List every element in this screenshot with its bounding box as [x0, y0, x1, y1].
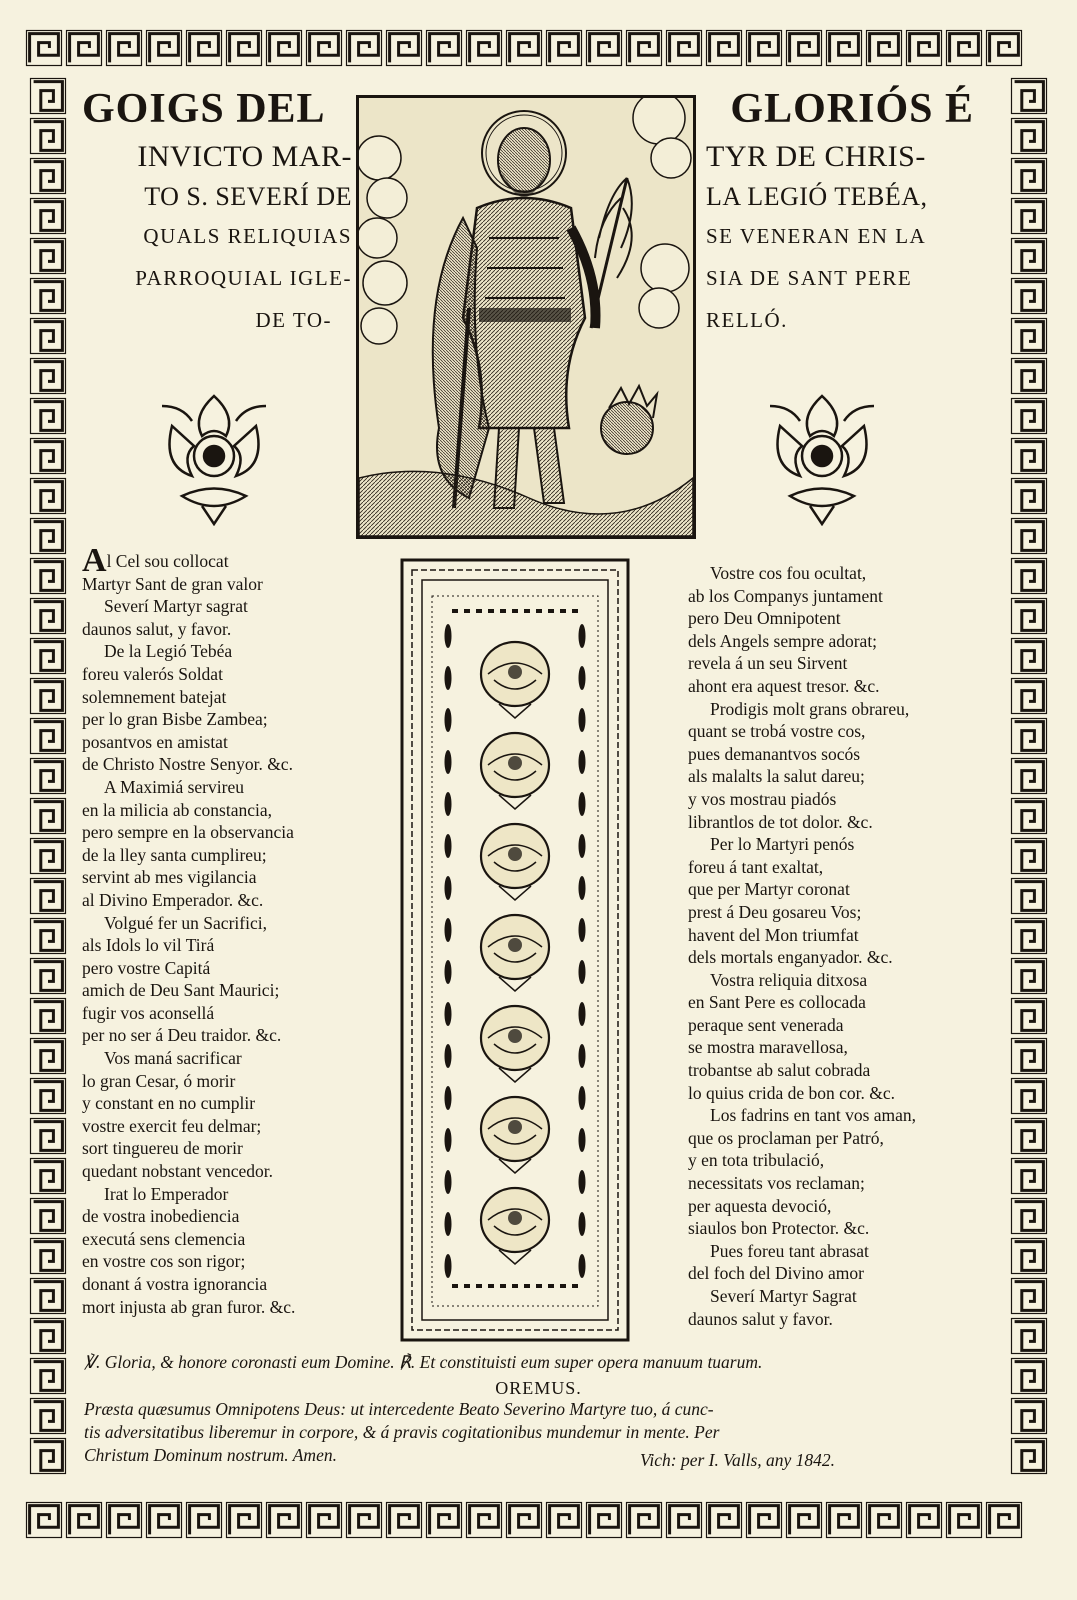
verse-line: pero vostre Capitá [82, 957, 211, 978]
verse-line: De la Legió Tebéa [104, 641, 233, 662]
verse-line: pues demanantvos socós [688, 743, 861, 764]
prayer-line: Christum Dominum nostrum. Amen. [84, 1445, 337, 1465]
prayer-line: Præsta quæsumus Omnipotens Deus: ut intercedente Beato Severino Martyre tuo, á cunc- [84, 1399, 714, 1419]
title-line: DE TO- [255, 308, 332, 332]
verse-line: per no ser á Deu traidor. &c. [82, 1025, 282, 1046]
verse-line: Los fadrins en tant vos aman, [710, 1105, 917, 1126]
border-bottom [22, 1494, 1055, 1546]
verse-line: A Maximiá servireu [104, 776, 244, 797]
verse-line: fugir vos aconsellá [82, 1002, 215, 1023]
verse-line: que per Martyr coronat [688, 879, 850, 900]
verse-line: necessitats vos reclaman; [688, 1173, 865, 1194]
drop-cap: A [82, 542, 107, 579]
verse-line: revela á un seu Sirvent [688, 653, 848, 674]
versicle: ℣. Gloria, & honore coronasti eum Domine. ℟. Et constituisti eum super opera manuum tuarum. [84, 1352, 763, 1372]
prayer-line: tis adversitatibus liberemur in corpore, & á pravis cogitationibus mundemur in mente. Per [84, 1422, 720, 1442]
verse-line: Severí Martyr Sagrat [710, 1286, 857, 1306]
verse-line: trobantse ab salut cobrada [688, 1060, 871, 1081]
verse-line: Pues foreu tant abrasat [710, 1240, 869, 1261]
verse-line: executá sens clemencia [82, 1228, 246, 1249]
verse-line: foreu á tant exaltat, [688, 856, 824, 877]
verse-line: quedant nobstant vencedor. [82, 1161, 273, 1182]
greek-key-border-icon [1003, 74, 1055, 1494]
verse-line: de vostra inobediencia [82, 1206, 240, 1227]
verse-line: en Sant Pere es collocada [688, 992, 866, 1013]
verse-line: quant se trobá vostre cos, [688, 721, 866, 742]
verse-line: Vostra reliquia ditxosa [710, 969, 868, 990]
verse-line: per aquesta devoció, [688, 1195, 832, 1216]
verse-line: lo gran Cesar, ó morir [82, 1070, 236, 1091]
border-top [22, 22, 1055, 74]
title-line: PARROQUIAL IGLE- [135, 266, 352, 290]
title-line: LA LEGIÓ TEBÉA, [706, 182, 928, 211]
verse-line: del foch del Divino amor [688, 1263, 864, 1284]
verse-line: amich de Deu Sant Maurici; [82, 980, 280, 1001]
title-line: INVICTO MAR- [137, 140, 352, 173]
verse-line: de Christo Nostre Senyor. &c. [82, 754, 293, 775]
verse-line: y en tota tribulació, [688, 1150, 825, 1171]
verse-line: Vostre cos fou ocultat, [710, 563, 867, 583]
border-left [22, 74, 74, 1494]
verse-line: solemnement batejat [82, 686, 227, 707]
verse-line: librantlos de tot dolor. &c. [688, 811, 873, 832]
title-line: RELLÓ. [706, 308, 788, 332]
verses-left-column [82, 542, 402, 1318]
verse-line: pero Deu Omnipotent [688, 608, 841, 629]
verse-line: en la milicia ab constancia, [82, 799, 272, 820]
verse-line: Al Cel sou collocat [82, 542, 229, 579]
verse-line: de la lley santa cumplireu; [82, 844, 267, 865]
verse-line: pero sempre en la observancia [82, 822, 294, 843]
verse-line: en vostre cos son rigor; [82, 1251, 246, 1272]
prayer-text [84, 1398, 984, 1467]
verse-line: peraque sent venerada [688, 1014, 844, 1035]
verse-line: Irat lo Emperador [104, 1183, 229, 1204]
title-line: GLORIÓS É [730, 86, 974, 132]
verse-line: Severí Martyr sagrat [104, 596, 248, 617]
verse-line: daunos salut, y favor. [82, 618, 232, 639]
verse-line: y constant en no cumplir [82, 1093, 256, 1114]
floral-ornament-icon [760, 386, 884, 526]
title-line: QUALS RELIQUIAS [143, 224, 352, 248]
verse-line: Vos maná sacrificar [104, 1048, 242, 1069]
verse-line: lo quius crida de bon cor. &c. [688, 1082, 896, 1103]
verse-line: ahont era aquest tresor. &c. [688, 675, 880, 696]
verse-line: ab los Companys juntament [688, 585, 883, 606]
title-line: SIA DE SANT PERE [706, 266, 913, 290]
greek-key-border-icon [22, 22, 1055, 74]
title-left [82, 88, 352, 352]
saint-severus-woodcut-icon [356, 95, 696, 539]
verse-line: dels Angels sempre adorat; [688, 630, 878, 651]
printer-imprint: Vich: per I. Valls, any 1842. [640, 1450, 836, 1470]
title-line: GOIGS DEL [82, 86, 326, 132]
verse-line: Volgué fer un Sacrifici, [104, 912, 267, 933]
verse-line: se mostra maravellosa, [688, 1037, 848, 1058]
greek-key-border-icon [22, 1494, 1055, 1546]
verse-line: Martyr Sant de gran valor [82, 573, 263, 594]
verse-line: servint ab mes vigilancia [82, 867, 257, 888]
oremus-heading: OREMUS. [495, 1378, 582, 1398]
verse-line: Per lo Martyri penós [710, 834, 855, 855]
border-right [1003, 74, 1055, 1494]
verse-line: als Idols lo vil Tirá [82, 935, 215, 956]
verse-line: posantvos en amistat [82, 731, 228, 752]
verse-line: havent del Mon triumfat [688, 924, 859, 945]
verse-line: mort injusta ab gran furor. &c. [82, 1296, 296, 1317]
floral-ornament-icon [152, 386, 276, 526]
verse-line: als malalts la salut dareu; [688, 766, 865, 787]
greek-key-border-icon [22, 74, 74, 1494]
verses-right-column [688, 562, 988, 1330]
ornamental-panel-icon [398, 556, 632, 1344]
verse-line: y vos mostrau piadós [688, 788, 837, 809]
verse-line: que os proclaman per Patró, [688, 1127, 884, 1148]
title-line: SE VENERAN EN LA [706, 224, 927, 248]
title-line: TYR DE CHRIS- [706, 140, 926, 173]
verse-line: siaulos bon Protector. &c. [688, 1218, 870, 1239]
verse-line: donant á vostra ignorancia [82, 1274, 268, 1294]
verse-line: foreu valerós Soldat [82, 663, 223, 684]
verse-line: dels mortals enganyador. &c. [688, 947, 893, 968]
title-line: TO S. SEVERÍ DE [144, 182, 352, 211]
verse-line: Prodigis molt grans obrareu, [710, 698, 910, 719]
verse-line: daunos salut y favor. [688, 1308, 833, 1329]
verse-line: per lo gran Bisbe Zambea; [82, 709, 268, 730]
title-right [706, 88, 974, 352]
verse-line: al Divino Emperador. &c. [82, 889, 264, 910]
verse-line: prest á Deu gosareu Vos; [688, 901, 862, 922]
verse-line: sort tinguereu de morir [82, 1138, 243, 1159]
verse-line: vostre exercit feu delmar; [82, 1115, 262, 1136]
